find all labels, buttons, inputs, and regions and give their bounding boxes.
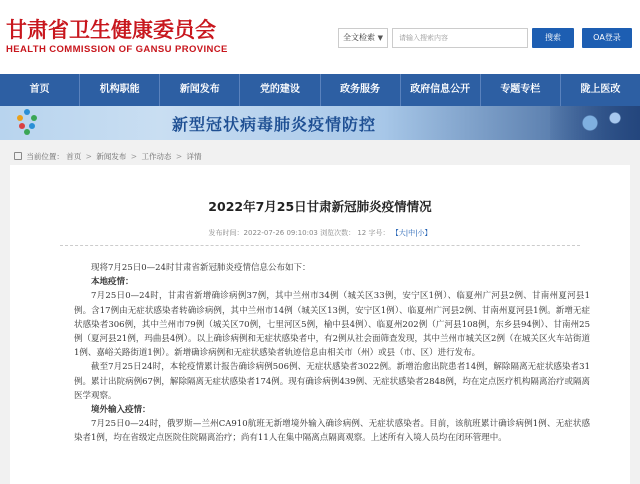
breadcrumb-work-news[interactable]: 工作动态 [141, 152, 172, 161]
divider [60, 245, 580, 246]
nav-item-home[interactable]: 首页 [0, 74, 80, 106]
article-meta: 发布时间：2022-07-26 09:10:03 浏览次数： 12 字号： 【大|中|小】 [208, 229, 432, 237]
article-paragraph: 7月25日0—24时，甘肃省新增确诊病例37例，其中兰州市34例（城关区33例，安宁区1例）、临夏州广河县2例、甘南州夏河县1例。含17例由无症状感染者转确诊病例，其中兰州市14例（城关区13例，安宁区1例）、临夏州广河县2例、甘南州夏河县1例。新增无症状感染者306例，其中兰州市79例（城关区70例，七里河区5例，榆中县4例）、临夏州202例（广河县108例，东乡县94例）、甘南州25例（夏河县21例，玛曲县4例）。以上确诊病例和无症状感染者中，有2例从社会面筛查发现，其中兰州市城关区2例（在城关区火车站街道1例、嘉峪关路街道1例）。新增确诊病例和无症状感染者轨迹信息由相关市（州）或县（市、区）进行发布。 [74, 291, 590, 359]
nav-item-reform[interactable]: 陇上医改 [580, 84, 621, 95]
breadcrumb-separator: > [130, 152, 138, 161]
site-logo-cn[interactable]: 甘肃省卫生健康委员会 [6, 17, 216, 42]
nav-item-news[interactable]: 新闻发布 [160, 74, 240, 106]
site-logo-en[interactable]: HEALTH COMMISSION OF GANSU PROVINCE [6, 44, 228, 55]
article-panel [10, 165, 630, 484]
breadcrumb [14, 151, 202, 162]
home-icon [14, 152, 22, 160]
breadcrumb-separator: > [175, 152, 183, 161]
search-button[interactable]: 搜索 [532, 28, 574, 48]
article-title: 2022年7月25日甘肃新冠肺炎疫情情况 [208, 199, 432, 214]
article-paragraph: 截至7月25日24时，本轮疫情累计报告确诊病例506例、无症状感染者3022例。新增治愈出院患者14例，解除隔离无症状感染者31例。累计出院病例67例，解除隔离无症状感染者174例。现有确诊病例439例、无症状感染者2848例，均在定点医疗机构隔离治疗或隔离医学观察。 [74, 362, 590, 401]
banner-title: 新型冠状病毒肺炎疫情防控 [172, 115, 377, 134]
breadcrumb-separator: > [85, 152, 92, 161]
search-scope-label: 全文检索 [343, 33, 375, 42]
breadcrumb-news[interactable]: 新闻发布 [96, 152, 127, 161]
article-body [74, 261, 590, 446]
site-header [0, 0, 640, 74]
font-size-large-link[interactable]: 大 [398, 229, 406, 237]
section-heading-local: 本地疫情： [91, 277, 134, 288]
nav-item-functions[interactable]: 机构职能 [80, 74, 160, 106]
nav-item-topics[interactable]: 专题专栏 [481, 74, 561, 106]
nav-item-services[interactable]: 政务服务 [321, 74, 401, 106]
search-input[interactable]: 请输入搜索内容 [392, 28, 528, 48]
chevron-down-icon: ▼ [377, 34, 383, 42]
font-size-small-link[interactable]: 小 [417, 229, 425, 237]
banner-logo-icon [14, 109, 42, 137]
covid-banner[interactable] [0, 106, 640, 140]
font-size-medium-link[interactable]: 中 [408, 229, 416, 237]
breadcrumb-home[interactable]: 首页 [66, 152, 82, 161]
oa-login-button[interactable]: OA登录 [582, 28, 632, 48]
breadcrumb-label: 当前位置： [26, 152, 64, 161]
article-meta-info: 发布时间：2022-07-26 09:10:03 浏览次数： 12 字号： [208, 229, 390, 237]
section-heading-imported: 境外输入疫情： [91, 405, 151, 416]
nav-item-party[interactable]: 党的建设 [240, 74, 320, 106]
article-paragraph: 7月25日0—24时，俄罗斯—兰州CA910航班无新增境外输入确诊病例、无症状感染者。目前，该航班累计确诊病例1例、无症状感染者1例，均在省级定点医院住院隔离治疗；尚有11人在集中隔离点隔离观察。上述所有入境人员均在闭环管理中。 [74, 419, 590, 444]
nav-item-disclosure[interactable]: 政府信息公开 [401, 74, 481, 106]
search-scope-select[interactable] [338, 28, 388, 48]
breadcrumb-current: 详情 [186, 152, 202, 161]
article-paragraph: 现将7月25日0—24时甘肃省新冠肺炎疫情信息公布如下： [91, 263, 311, 273]
virus-decoration-icon [550, 106, 640, 140]
main-nav [0, 74, 640, 106]
